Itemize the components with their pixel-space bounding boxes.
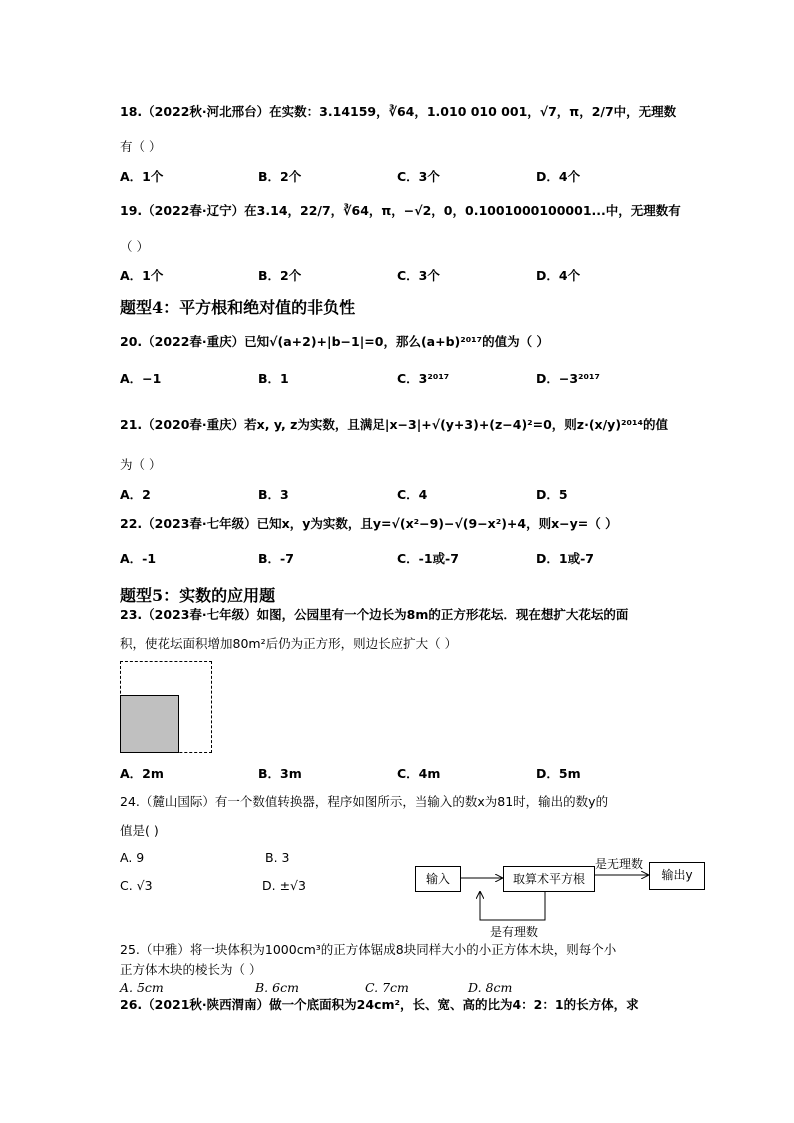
q20-option-c: C．3²⁰¹⁷: [397, 371, 450, 386]
q24-option-c: C. √3: [120, 878, 153, 893]
q25-option-a: A. 5cm: [120, 980, 164, 995]
q23-stem: 23.（2023春·七年级）如图，公园里有一个边长为8m的正方形花坛．现在想扩大花坛的面: [120, 607, 629, 622]
q23-option-d: D．5m: [536, 766, 581, 781]
q19-stem-cont: （ ）: [120, 239, 149, 254]
flow-rational-label: 是有理数: [490, 925, 539, 939]
q23-option-b: B．3m: [258, 766, 302, 781]
section-heading-4: 题型4：平方根和绝对值的非负性: [120, 298, 356, 317]
q25-option-c: C. 7cm: [365, 980, 409, 995]
q25-option-d: D. 8cm: [468, 980, 513, 995]
section-heading-5: 题型5：实数的应用题: [120, 586, 276, 605]
q18-option-a: A．1个: [120, 169, 164, 184]
flow-process-box: 取算术平方根: [503, 866, 595, 892]
q21-option-b: B．3: [258, 487, 289, 502]
q19-option-b: B．2个: [258, 268, 302, 283]
q25-stem: 25.（中雅）将一块体积为1000cm³的正方体锯成8块同样大小的小正方体木块，则每个小: [120, 942, 617, 957]
q25-stem-cont: 正方体木块的棱长为（ ）: [120, 962, 262, 977]
q22-option-c: C．-1或-7: [397, 551, 459, 566]
q19-stem: 19.（2022春·辽宁）在3.14，22/7，∛64，π，−√2，0，0.1001000100001...中，无理数有: [120, 203, 681, 218]
q22-option-d: D．1或-7: [536, 551, 594, 566]
q18-option-c: C．3个: [397, 169, 440, 184]
q21-option-c: C．4: [397, 487, 428, 502]
flowerbed-square: [120, 695, 179, 753]
q24-option-d: D. ±√3: [262, 878, 306, 893]
q20-stem: 20.（2022春·重庆）已知√(a+2)+|b−1|=0，那么(a+b)²⁰¹⁷的值为（ ）: [120, 334, 549, 349]
flow-output-box: 输出y: [649, 862, 705, 890]
q20-option-d: D．−3²⁰¹⁷: [536, 371, 600, 386]
q20-option-b: B．1: [258, 371, 289, 386]
q22-stem: 22.（2023春·七年级）已知x，y为实数，且y=√(x²−9)−√(9−x²)+4，则x−y=（ ）: [120, 516, 618, 531]
q21-stem: 21.（2020春·重庆）若x, y, z为实数，且满足|x−3|+√(y+3)+(z−4)²=0，则z·(x/y)²⁰¹⁴的值: [120, 417, 668, 432]
q24-stem: 24.（麓山国际）有一个数值转换器，程序如图所示，当输入的数x为81时，输出的数y的: [120, 794, 609, 809]
q20-option-a: A．−1: [120, 371, 162, 386]
flowerbed-figure: [120, 661, 212, 753]
q18-option-d: D．4个: [536, 169, 581, 184]
q19-option-a: A．1个: [120, 268, 164, 283]
q23-option-a: A．2m: [120, 766, 164, 781]
q26-stem: 26.（2021秋·陕西渭南）做一个底面积为24cm²，长、宽、高的比为4：2：1的长方体，求: [120, 997, 639, 1012]
q21-stem-cont: 为（ ）: [120, 457, 162, 472]
q24-option-b: B. 3: [265, 850, 290, 865]
q21-option-a: A．2: [120, 487, 151, 502]
q24-stem-cont: 值是( ): [120, 823, 159, 838]
q22-option-a: A．-1: [120, 551, 157, 566]
q18-option-b: B．2个: [258, 169, 302, 184]
q19-option-d: D．4个: [536, 268, 581, 283]
q23-option-c: C．4m: [397, 766, 441, 781]
q24-option-a: A. 9: [120, 850, 145, 865]
flow-irrational-label: 是无理数: [595, 857, 644, 871]
q25-option-b: B. 6cm: [255, 980, 299, 995]
q22-option-b: B．-7: [258, 551, 294, 566]
q18-stem-cont: 有（ ）: [120, 139, 162, 154]
flow-arrow-loop: [480, 892, 545, 920]
q21-option-d: D．5: [536, 487, 568, 502]
flow-input-box: 输入: [415, 866, 461, 892]
q23-stem-cont: 积，使花坛面积增加80m²后仍为正方形，则边长应扩大（ ）: [120, 636, 458, 651]
q18-stem: 18.（2022秋·河北邢台）在实数：3.14159，∛64，1.010 010 001，√7，π，2/7中，无理数: [120, 104, 677, 119]
q19-option-c: C．3个: [397, 268, 440, 283]
